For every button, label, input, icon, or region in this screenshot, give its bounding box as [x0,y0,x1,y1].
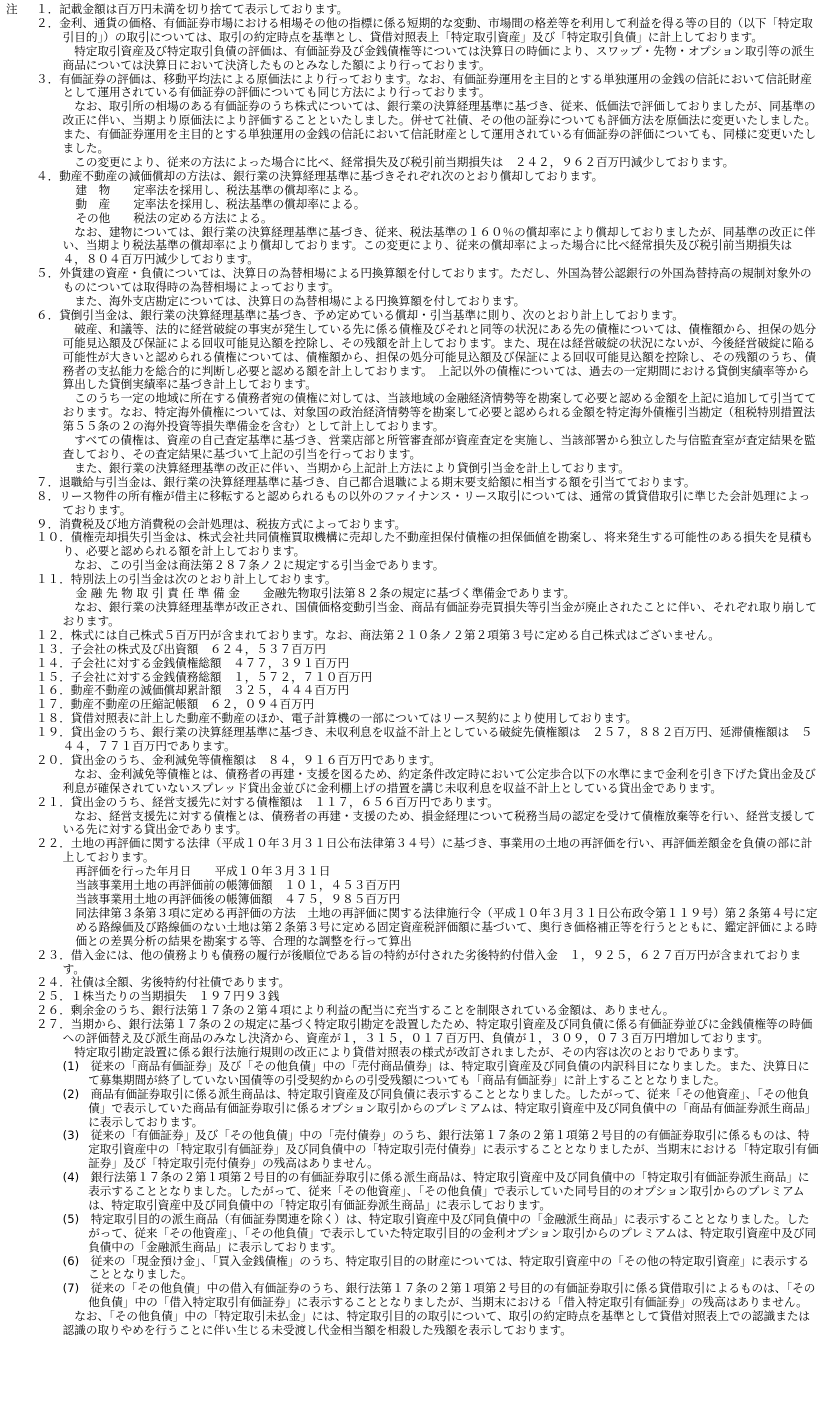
note-10: １０．債権売却損失引当金は、株式会社共同債権買取機構に売却した不動産担保付債権の担保価値を勘案し、将来発生する可能性のある損失を見積もり、必要と認められる額を計上しております。 [36,530,813,559]
note-27-sub-3: (3) 従来の「有価証券」及び「その他負債」中の「売付債券」のうち、銀行法第１７条の２第１項第２号目的の有価証券取引に係るものは、特定取引資産中の「特定取引有価証券」及び同負債中の「特定取引売付債券」に表示することとなりましたが、当期末における「特定取引有価証券」及び「特定取引売付債券」の残高はありません。 [62,1128,819,1171]
note-6: ６．貸倒引当金は、銀行業の決算経理基準に基づき、予め定めている償却・引当基準に則り、次のとおり計上しております。 [36,307,684,322]
note-3-continued-2: この変更により、従来の方法によった場合に比べ、経常損失及び税引前当期損失は ２４２，９６２百万円減少しております。 [74,154,735,169]
note-6-continued-3: すべての債権は、資産の自己査定基準に基づき、営業店部と所管審査部が資産査定を実施し、当該部署から独立した与信監査室が査定結果を監査しており、その査定結果に基づいて上記の引当を行っております。 [62,433,816,461]
note-16: １６．動産不動産の減価償却累計額 ３２５，４４４百万円 [36,683,350,698]
note-21-continued: なお、経営支援先に対する債権とは、債務者の再建・支援のため、損金経理について税務当局の認定を受けて債権放棄等を行い、経営支援している先に対する貸出金であります。 [62,808,816,837]
note-12: １２．株式には自己株式５百万円が含まれております。なお、商法第２１０条ノ２第２項第３号に定める自己株式はございません。 [36,627,720,642]
note-2-continued: 特定取引資産及び特定取引負債の評価は、有価証券及び金銭債権等については決算日の時価により、スワップ・先物・オプション取引等の派生商品については決算日において決済したものとみなした額により行っております。 [62,43,815,72]
note-20-continued: なお、金利減免等債権とは、債務者の再建・支援を図るため、約定条件改定時において公定歩合以下の水準にまで金利を引き下げた貸出金及び利息が確保されていないスプレッド貸出金並びに金利棚上げの措置を講じ未収利息を収益不計上としている貸出金であります。 [62,766,816,795]
notes-header-label: 注 [6,2,18,16]
note-6-continued-4: また、銀行業の決算経理基準の改正に伴い、当期から上記計上方法により貸倒引当金を計上しております。 [74,460,630,475]
note-20: ２０．貸出金のうち、金利減免等債権額は ８４，９１６百万円であります。 [36,752,441,767]
note-9: ９．消費税及び地方消費税の会計処理は、税抜方式によっております。 [36,516,407,531]
note-8: ８．リース物件の所有権が借主に移転すると認められるもの以外のファイナンス・リース取引については、通常の賃貸借取引に準じた会計処理によっております。 [36,488,811,517]
note-22-book-value-before: 当該事業用土地の再評価前の帳簿価額 １０１，４５３百万円 [75,878,401,893]
note-27-sub-1: (1) 従来の「商品有価証券」及び「その他負債」中の「売付商品債券」は、特定取引資産及び同負債の内訳科目になりました。また、決算日にて募集期間が終了していない国債等の引受契約からの引受残額についても「商品有価証券」に計上することとなりました。 [62,1058,810,1087]
note-18: １８．貸借対照表に計上した動産不動産のほか、電子計算機の一部についてはリース契約により使用しております。 [36,711,638,726]
note-17: １７．動産不動産の圧縮記帳額 ６２，０９４百万円 [36,697,315,712]
note-27-closing: なお、「その他負債」中の「特定取引未払金」には、特定取引目的の取引について、取引の約定時点を基準として貸借対照表上での認識または認識の取りやめを行うことに伴い生じる未受渡し代金相当額を相殺した残額を表示しております。 [62,1309,811,1338]
note-4-building: 建 物 定率法を採用し、税法基準の償却率による。 [75,182,366,197]
note-5-continued: また、海外支店勘定については、決算日の為替相場による円換算額を付しております。 [74,294,526,309]
note-22-revaluation-date: 再評価を行った年月日 平成１０年３月３１日 [75,864,331,879]
note-22-revaluation-method: 同法律第３条第３項に定める再評価の方法 土地の再評価に関する法律施行令（平成１０年３月３１日公布政令第１１９号）第２条第４号に定める路線価及び路線価のない土地は第２条第３号に定める固定資産税評価額に基づいて、奥行き価格補正等を行うとともに、鑑定評価による時価との差異分析の結果を勘案する等、合理的な調整を行って算出 [75,905,818,948]
note-27-sub-5: (5) 特定取引目的の派生商品（有価証券関連を除く）は、特定取引資産中及び同負債中の「金融派生商品」に表示することとなりました。したがって、従来「その他資産」、「その他負債」で表示していた特定取引目的の金利オプション取引からのプレミアムは、特定取引資産中及び同負債中の「金融派生商品」に表示しております。 [62,1211,817,1254]
note-4-other: その他 税法の定める方法による。 [75,210,273,225]
note-26: ２６．剰余金のうち、銀行法第１７条の２第４項により利益の配当に充当することを制限されている金額は、ありません。 [36,1003,675,1018]
note-11-continued: なお、銀行業の決算経理基準が改正され、国債価格変動引当金、商品有価証券売買損失等引当金が廃止されたことに伴い、それぞれ取り崩しております。 [62,599,817,628]
note-15: １５．子会社に対する金銭債務総額 １，５７２，７１０百万円 [36,669,373,684]
note-22-book-value-after: 当該事業用土地の再評価後の帳簿価額 ４７５，９８５百万円 [75,892,401,906]
note-21: ２１．貸出金のうち、経営支援先に対する債権額は １１７，６５６百万円であります。 [36,794,499,809]
note-14: １４．子会社に対する金銭債権総額 ４７７，３９１百万円 [36,655,350,670]
note-27-continued: 特定取引勘定設置に係る銀行法施行規則の改正により貸借対照表の様式が改訂されましたが、その内容は次のとおりであります。 [74,1044,746,1059]
note-11-reserve: 金 融 先 物 取 引 責 任 準 備 金 金融先物取引法第８２条の規定に基づく準備金であります。 [75,586,576,601]
note-6-continued-1: 破産、和議等、法的に経営破綻の事実が発生している先に係る債権及びそれと同等の状況にある先の債権については、債権額から、担保の処分可能見込額及び保証による回収可能見込額を控除し、その残額を計上しております。また、現在は経営破綻の状況にないが、今後経営破綻に陥る可能性が大きいと認められる債権については、債権額から、担保の処分可能見込額及び保証による回収可能見込額を控除し、その残額のうち、債務者の支払能力を総合的に判断し必要と認める額を計上しております。 上記以外の債権については、過去の一定期間における貸倒実績率等から算出した貸倒実績率に基づき計上しております。 [62,321,817,392]
note-19: １９．貸出金のうち、銀行業の決算経理基準に基づき、未収利息を収益不計上としている破綻先債権額は ２５７，８８２百万円、延滞債権額は ５４４，７７１百万円であります。 [36,725,813,754]
note-2: ２．金利、通貨の価格、有価証券市場における相場その他の指標に係る短期的な変動、市場間の格差等を利用して利益を得る等の目的（以下「特定取引目的」）の取引については、取引の約定時点を基準とし、貸借対照表上「特定取引資産」及び「特定取引負債」に計上しております。 [36,15,813,44]
note-13: １３．子会社の株式及び出資額 ６２４，５３７百万円 [36,641,326,656]
note-3-continued-1: なお、取引所の相場のある有価証券のうち株式については、銀行業の決算経理基準に基づき、従来、低価法で評価しておりましたが、同基準の改正に伴い、当期より原価法により評価することといたしました。併せて社債、その他の証券についても評価方法を原価法に変更いたしました。また、有価証券運用を主目的とする単独運用の金銭の信託において信託財産として運用されている有価証券の評価についても、同様に変更いたしました。 [62,99,817,156]
note-24: ２４．社債は全額、劣後特約付社債であります。 [36,975,291,990]
note-6-continued-2: このうち一定の地域に所在する債務者宛の債権に対しては、当該地域の金融経済情勢等を勘案して必要と認める金額を上記に追加して引当てております。なお、特定海外債権については、対象国の政治経済情勢等を勘案して必要と認められる金額を特定海外債権引当勘定（租税特別措置法第５５条の２の海外投資等損失準備金を含む）として計上しております。 [62,391,817,434]
note-4-continued: なお、建物については、銀行業の決算経理基準に基づき、従来、税法基準の１６０％の償却率により償却しておりましたが、同基準の改正に伴い、当期より税法基準の償却率により償却しております。この変更により、従来の償却率によった場合に比べ経常損失及び税引前当期損失は ４，８０４百万円減少しております。 [62,224,816,267]
note-27-sub-6: (6) 従来の「現金預け金」、「買入金銭債権」のうち、特定取引目的の財産については、特定取引資産中の「その他の特定取引資産」に表示することとなりました。 [62,1253,810,1282]
notes-list [36,3,819,1338]
note-27-sub-7: (7) 従来の「その他負債」中の借入有価証券のうち、銀行法第１７条の２第１項第２号目的の有価証券取引に係る貸借取引によるものは、「その他負債」中の「借入特定取引有価証券」に表示することとなりましたが、当期末における「借入特定取引有価証券」の残高はありません。 [62,1281,816,1310]
note-27-sub-4: (4) 銀行法第１７条の２第１項第２号目的の有価証券取引に係る派生商品は、特定取引資産中及び同負債中の「特定取引有価証券派生商品」に表示することとなりました。したがって、従来「その他資産」、「その他負債」で表示していた同号目的のオプション取引からのプレミアムは、特定取引資産中及び同負債中の「特定取引有価証券派生商品」に表示しております。 [62,1170,810,1212]
note-10-continued: なお、この引当金は商法第２８７条ノ２に規定する引当金であります。 [74,558,445,573]
note-5: ５．外貨建の資産・負債については、決算日の為替相場による円換算額を付しております。ただし、外国為替公認銀行の外国為替持高の規制対象外のものについては取得時の為替相場によっております。 [36,266,812,295]
note-3: ３．有価証券の評価は、移動平均法による原価法により行っております。なお、有価証券運用を主目的とする単独運用の金銭の信託において信託財産として運用されている有価証券の評価についても同じ方法により行っております。 [36,71,812,100]
note-4: ４．動産不動産の減価償却の方法は、銀行業の決算経理基準に基づきそれぞれ次のとおり償却しております。 [36,168,604,183]
notes-block [6,3,819,1338]
note-11: １１．特別法上の引当金は次のとおり計上しております。 [36,572,337,587]
note-22: ２２．土地の再評価に関する法律（平成１０年３月３１日公布法律第３４号）に基づき、事業用の土地の再評価を行い、再評価差額金を負債の部に計上しております。 [36,836,813,865]
note-27-sub-2: (2) 商品有価証券取引に係る派生商品は、特定取引資産及び同負債に表示することとなりました。したがって、従来「その他資産」、「その他負債」で表示していた商品有価証券取引に係るオプション取引からのプレミアムは、特定取引資産中及び同負債中の「商品有価証券派生商品」に表示しております。 [62,1086,817,1129]
note-1: １．記載金額は百万円未満を切り捨てて表示しております。 [36,2,349,16]
note-4-movables: 動 産 定率法を採用し、税法基準の償却率による。 [75,196,366,211]
note-27: ２７．当期から、銀行法第１７条の２の規定に基づく特定取引勘定を設置したため、特定取引資産及び同負債に係る有価証券並びに金銭債権等の時価への評価替え及び派生商品のみなし決済から、資産が１，３１５，０１７百万円、負債が１，３０９，０７３百万円増加しております。 [36,1017,813,1046]
note-7: ７．退職給与引当金は、銀行業の決算経理基準に基づき、自己都合退職による期末要支給額に相当する額を引当てております。 [36,474,696,489]
note-23: ２３．借入金には、他の債務よりも債務の履行が後順位である旨の特約が付された劣後特約付借入金 １，９２５，６２７百万円が含まれております。 [36,947,802,976]
note-25: ２５．１株当たりの当期損失 １９７円９３銭 [36,989,280,1004]
